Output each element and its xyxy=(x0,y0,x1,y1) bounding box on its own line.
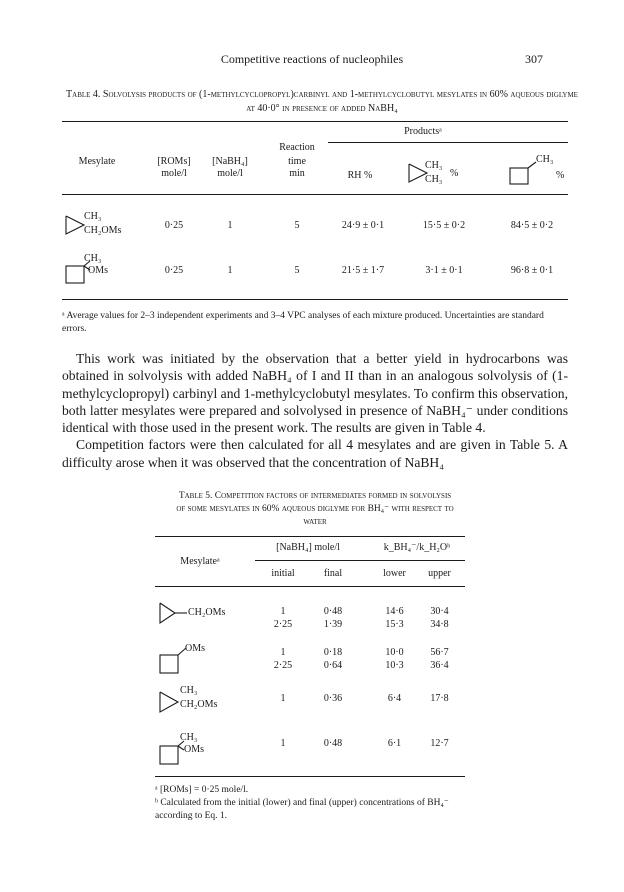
table5-row2-final-b: 0·64 xyxy=(323,660,343,671)
table5-row3-ch3-label: CH₃ xyxy=(180,685,198,696)
table5-row2-lower-b: 10·3 xyxy=(385,660,404,671)
product1-ch3-top: CH₃ xyxy=(425,160,443,171)
table5-bottom-rule xyxy=(155,776,465,777)
table5-row1-upper-b: 34·8 xyxy=(430,619,449,630)
table4-products-rule xyxy=(328,142,568,143)
table5-row3-lower: 6·4 xyxy=(387,693,402,704)
table5-lower-header: lower xyxy=(383,568,406,579)
product1-ch3-bottom: CH₃ xyxy=(425,174,443,185)
table5-row3-upper: 17·8 xyxy=(430,693,449,704)
table5-row3-final: 0·36 xyxy=(323,693,343,704)
table5-row3-initial: 1 xyxy=(280,693,286,704)
product1-percent: % xyxy=(450,168,459,179)
table4-row2-rh: 21·5 ± 1·7 xyxy=(341,265,385,276)
body-text xyxy=(62,350,568,471)
table4-footnote: ᵃ Average values for 2–3 independent experiments and 3–4 VPC analyses of each mixture produced. Uncertainties are standard errors. xyxy=(62,311,544,334)
product2-percent: % xyxy=(556,170,565,181)
table4-header-rule xyxy=(62,194,568,195)
table5-row1-upper-a: 30·4 xyxy=(430,606,449,617)
table5-initial-header: initial xyxy=(271,568,295,579)
body-paragraph-1: This work was initiated by the observation that a better yield in hydrocarbons was obtained in solvolysis with added NaBH₄ of I and II than in an analogous solvolysis of (1-methylcyclopropyl) carbinyl and 1-methylcyclobutyl mesylates. To confirm this observation, both latter mesylates were prepared and solvolysed in presence of NaBH₄⁻ under conditions identical with those used in the present work. The results are given in Table 4. xyxy=(62,351,568,436)
table4-row2-roms: 0·25 xyxy=(164,265,184,276)
table4-row2-p2: 96·8 ± 0·1 xyxy=(510,265,554,276)
row2-ch3-label: CH₃ xyxy=(84,253,102,264)
table4-products-header: Productsᵃ xyxy=(404,126,442,137)
table4-min-unit: min xyxy=(289,168,305,179)
table5-footnote-b: ᵇ Calculated from the initial (lower) and final (upper) concentrations of BH₄⁻ according to Eq. 1. xyxy=(155,798,449,821)
table4-rh-header: RH % xyxy=(347,170,373,181)
row1-ch3-label: CH₃ xyxy=(84,211,102,222)
table5-subheader-rule xyxy=(255,560,465,561)
table5-row2-oms-label: OMs xyxy=(185,643,206,654)
table4-bottom-rule xyxy=(62,299,568,300)
table5-row2-final-a: 0·18 xyxy=(323,647,343,658)
page-number: 307 xyxy=(525,52,543,66)
table5-row1-initial-a: 1 xyxy=(280,606,286,617)
table4-time-header: time xyxy=(288,156,306,167)
table4-row1-time: 5 xyxy=(294,220,300,231)
table5-row1-ch2oms-label: CH₂OMs xyxy=(188,607,226,618)
table5-k-header: k_BH₄⁻/k_H₂Oᵇ xyxy=(383,542,451,553)
row1-ch2oms-label: CH₂OMs xyxy=(84,225,122,236)
table4-roms-unit: mole/l xyxy=(161,168,187,179)
row2-oms-label: OMs xyxy=(88,265,109,276)
table5-row1-final-a: 0·48 xyxy=(323,606,343,617)
table5-row3-ch2oms-label: CH₂OMs xyxy=(180,699,218,710)
table4-row1-nabh4: 1 xyxy=(227,220,233,231)
table4-mesylate-header: Mesylate xyxy=(78,156,116,167)
body-paragraph-2: Competition factors were then calculated for all 4 mesylates and are given in Table 5. A difficulty arose when it was observed that the concentration of NaBH₄ xyxy=(62,437,568,470)
table5-final-header: final xyxy=(323,568,343,579)
table5-nabh4-header: [NaBH₄] mole/l xyxy=(276,542,340,553)
table5-mesylate-header: Mesylateᵃ xyxy=(180,556,220,567)
table4-nabh4-header: [NaBH₄] xyxy=(212,156,248,167)
table5-footnote-a: ᵃ [ROMs] = 0·25 mole/l. xyxy=(155,785,249,795)
table5-row4-lower: 6·1 xyxy=(387,738,402,749)
table5-row4-initial: 1 xyxy=(280,738,286,749)
table4-reaction-header: Reaction xyxy=(279,142,315,153)
table5-row1-lower-a: 14·6 xyxy=(385,606,404,617)
table4-row2-p1: 3·1 ± 0·1 xyxy=(425,265,463,276)
table5-top-rule xyxy=(155,536,465,537)
table5-row4-ch3-label: CH₃ xyxy=(180,732,198,743)
table4-caption: Table 4. Solvolysis products of (1-methylcyclopropyl)carbinyl and 1-methylcyclobutyl mesylates in 60% aqueous diglyme at 40·0° in presence of added NaBH₄ xyxy=(66,89,578,114)
table4-roms-header: [ROMs] xyxy=(157,156,191,167)
table5-row1-initial-b: 2·25 xyxy=(273,619,293,630)
table4-row1-p1: 15·5 ± 0·2 xyxy=(422,220,466,231)
table5-row2-initial-a: 1 xyxy=(280,647,286,658)
table5-upper-header: upper xyxy=(428,568,451,579)
table5-row4-final: 0·48 xyxy=(323,738,343,749)
table5-row2-lower-a: 10·0 xyxy=(385,647,404,658)
table4-row2-nabh4: 1 xyxy=(227,265,233,276)
table5-row2-upper-a: 56·7 xyxy=(430,647,449,658)
table5-row1-final-b: 1·39 xyxy=(323,619,343,630)
table5-header-rule xyxy=(155,586,465,587)
table5-row4-oms-label: OMs xyxy=(184,744,205,755)
product2-ch3: CH₃ xyxy=(536,154,554,165)
table5-row2-upper-b: 36·4 xyxy=(430,660,449,671)
table5-row2-initial-b: 2·25 xyxy=(273,660,293,671)
table4-top-rule xyxy=(62,121,568,122)
table4-nabh4-unit: mole/l xyxy=(217,168,243,179)
table4-row1-rh: 24·9 ± 0·1 xyxy=(341,220,385,231)
cyclopropylcarbinyl-structure-icon xyxy=(157,600,191,626)
table5-row4-upper: 12·7 xyxy=(430,738,449,749)
table4-row1-roms: 0·25 xyxy=(164,220,184,231)
table5-row1-lower-b: 15·3 xyxy=(385,619,404,630)
running-title: Competitive reactions of nucleophiles xyxy=(220,52,404,66)
table5-caption: Table 5. Competition factors of intermediates formed in solvolysis of some mesylates in 60% aqueous diglyme for BH₄⁻ with respect to water xyxy=(176,491,454,527)
table4-row1-p2: 84·5 ± 0·2 xyxy=(510,220,554,231)
table4-row2-time: 5 xyxy=(294,265,300,276)
